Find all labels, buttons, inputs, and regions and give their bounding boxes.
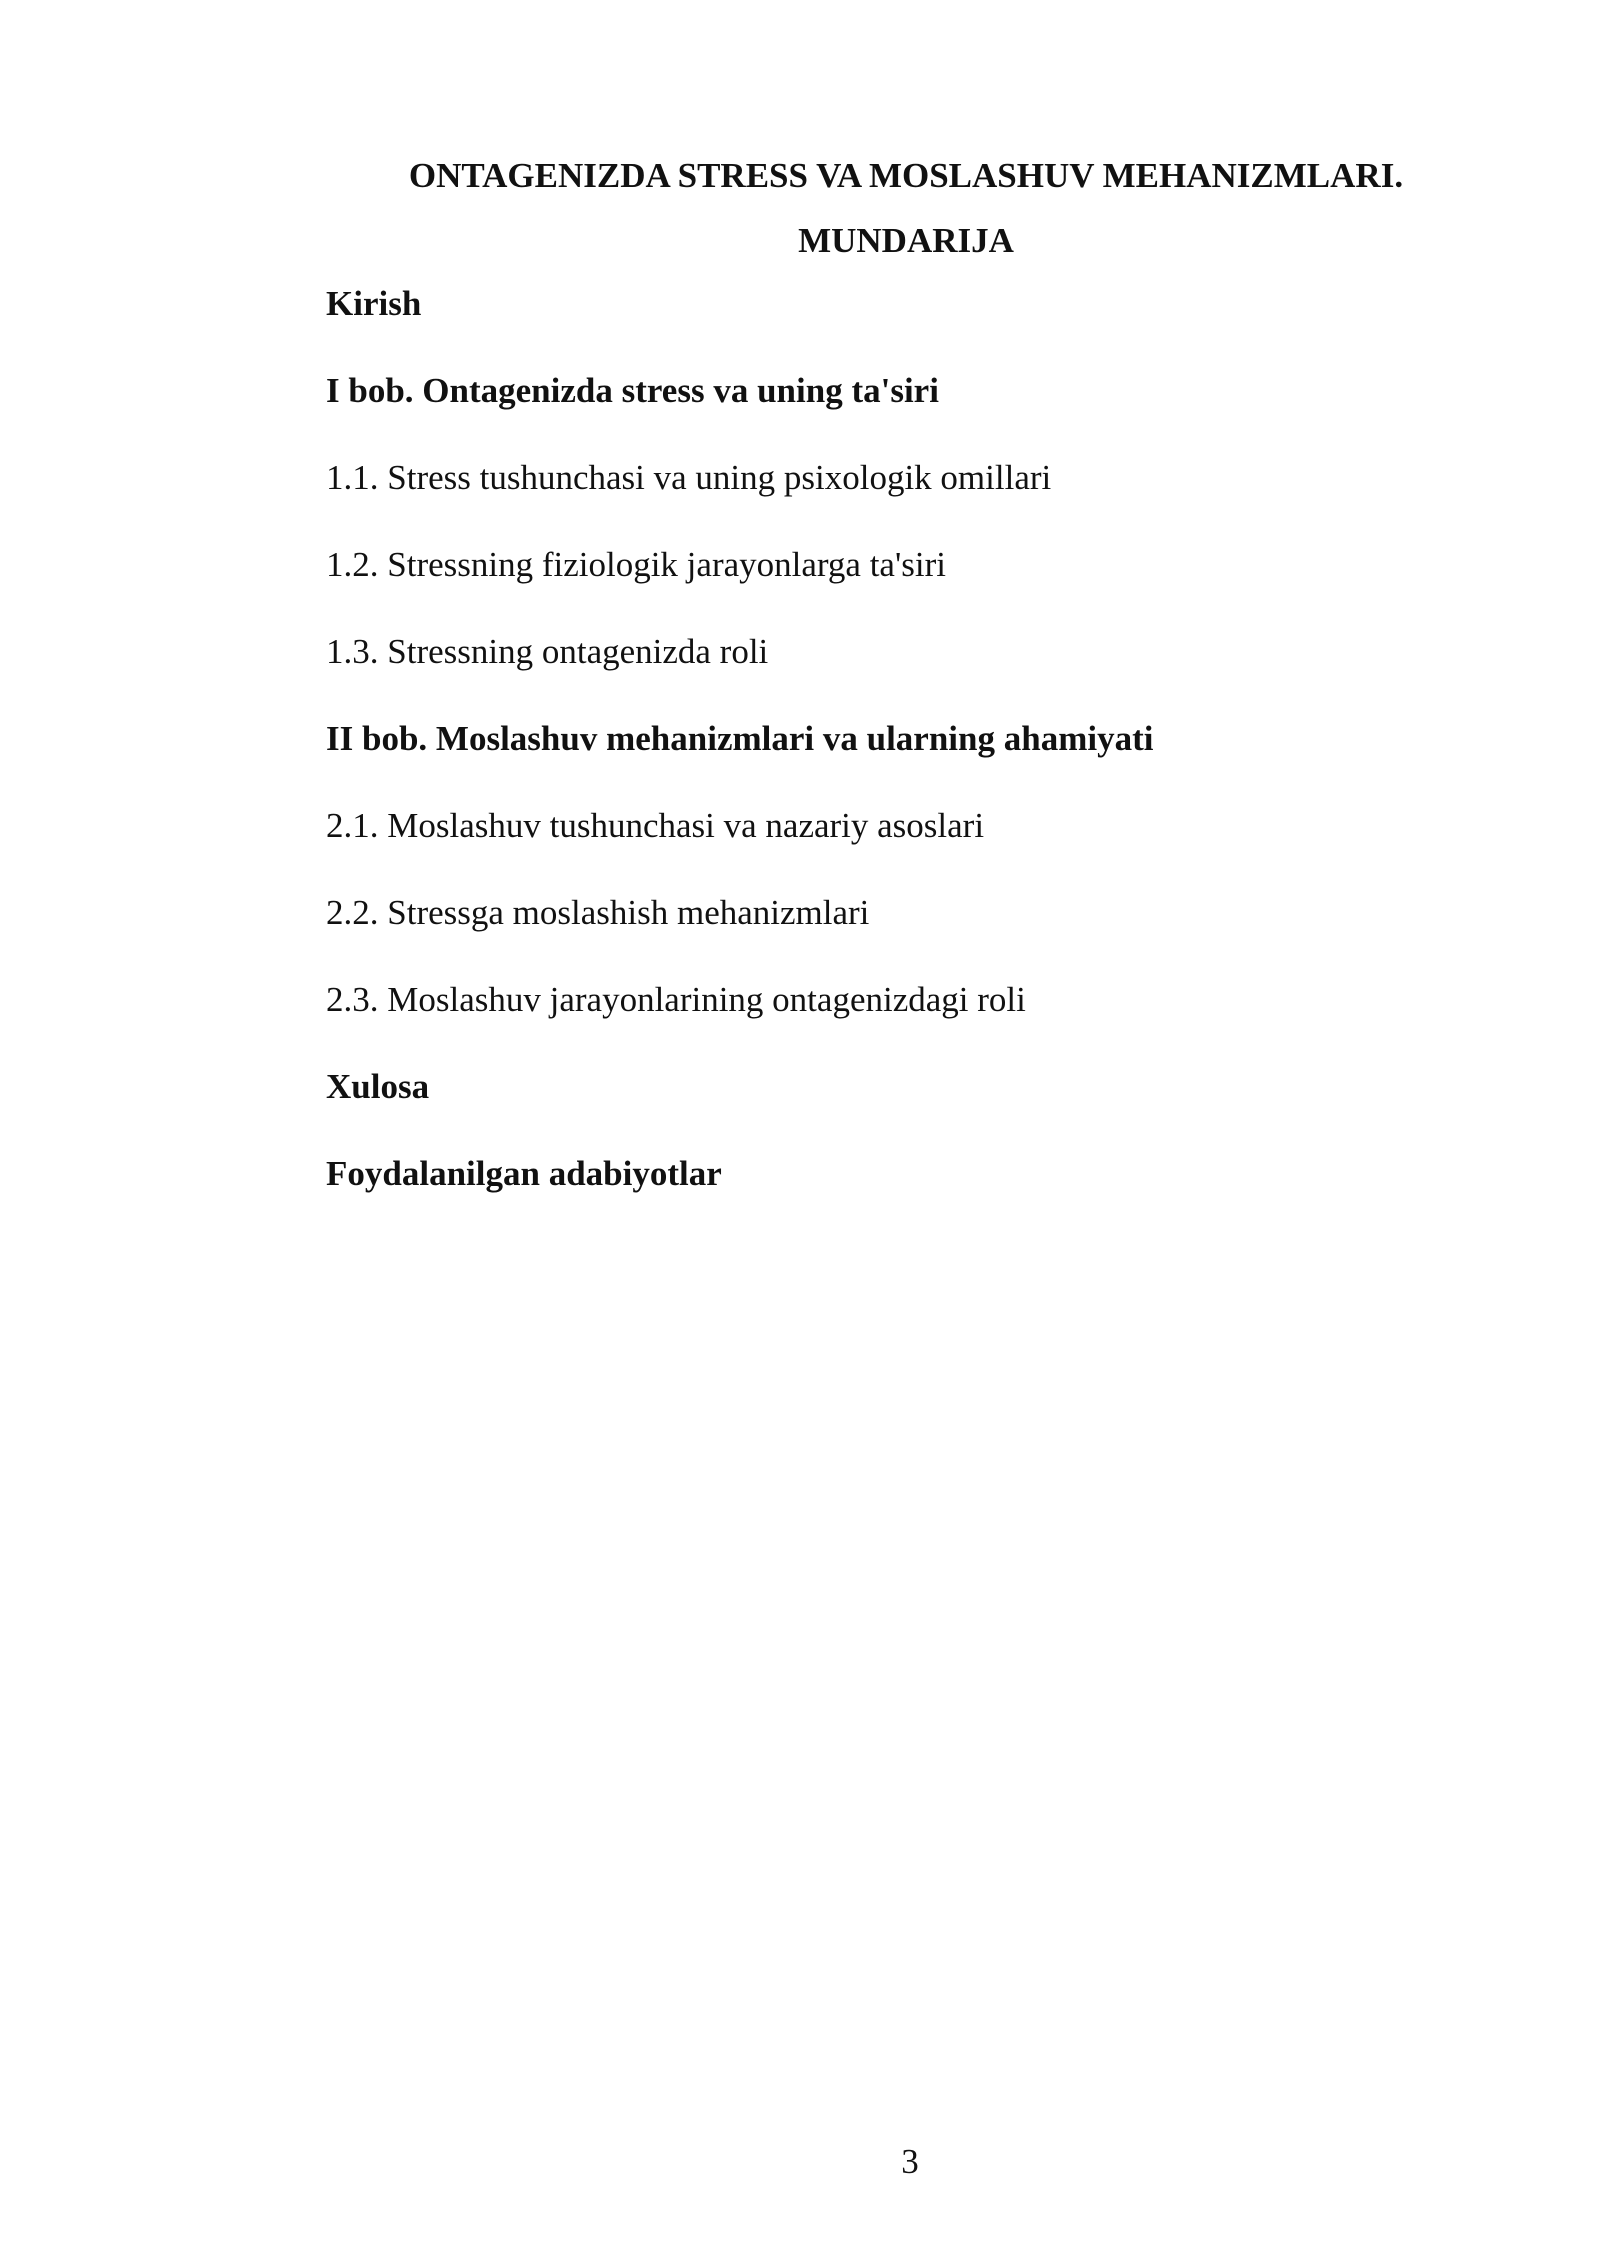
toc-item-2-1: 2.1. Moslashuv tushunchasi va nazariy asoslari — [326, 806, 985, 845]
toc-item-references: Foydalanilgan adabiyotlar — [326, 1154, 722, 1193]
table-of-contents — [326, 280, 1486, 1237]
toc-heading: MUNDARIJA — [798, 221, 1014, 260]
toc-item-2-3: 2.3. Moslashuv jarayonlarining ontagenizdagi roli — [326, 980, 1026, 1019]
toc-item-chapter-2: II bob. Moslashuv mehanizmlari va ularning ahamiyati — [326, 719, 1154, 758]
page-number: 3 — [901, 2142, 919, 2181]
toc-item-chapter-1: I bob. Ontagenizda stress va uning ta'siri — [326, 371, 939, 410]
toc-item-1-2: 1.2. Stressning fiziologik jarayonlarga ta'siri — [326, 545, 946, 584]
toc-item-1-1: 1.1. Stress tushunchasi va uning psixologik omillari — [326, 458, 1052, 497]
document-title: ONTAGENIZDA STRESS VA MOSLASHUV MEHANIZMLARI. — [408, 156, 1404, 195]
toc-item-kirish: Kirish — [326, 284, 422, 323]
toc-item-1-3: 1.3. Stressning ontagenizda roli — [326, 632, 769, 671]
toc-item-2-2: 2.2. Stressga moslashish mehanizmlari — [326, 893, 870, 932]
toc-item-xulosa: Xulosa — [326, 1067, 430, 1106]
